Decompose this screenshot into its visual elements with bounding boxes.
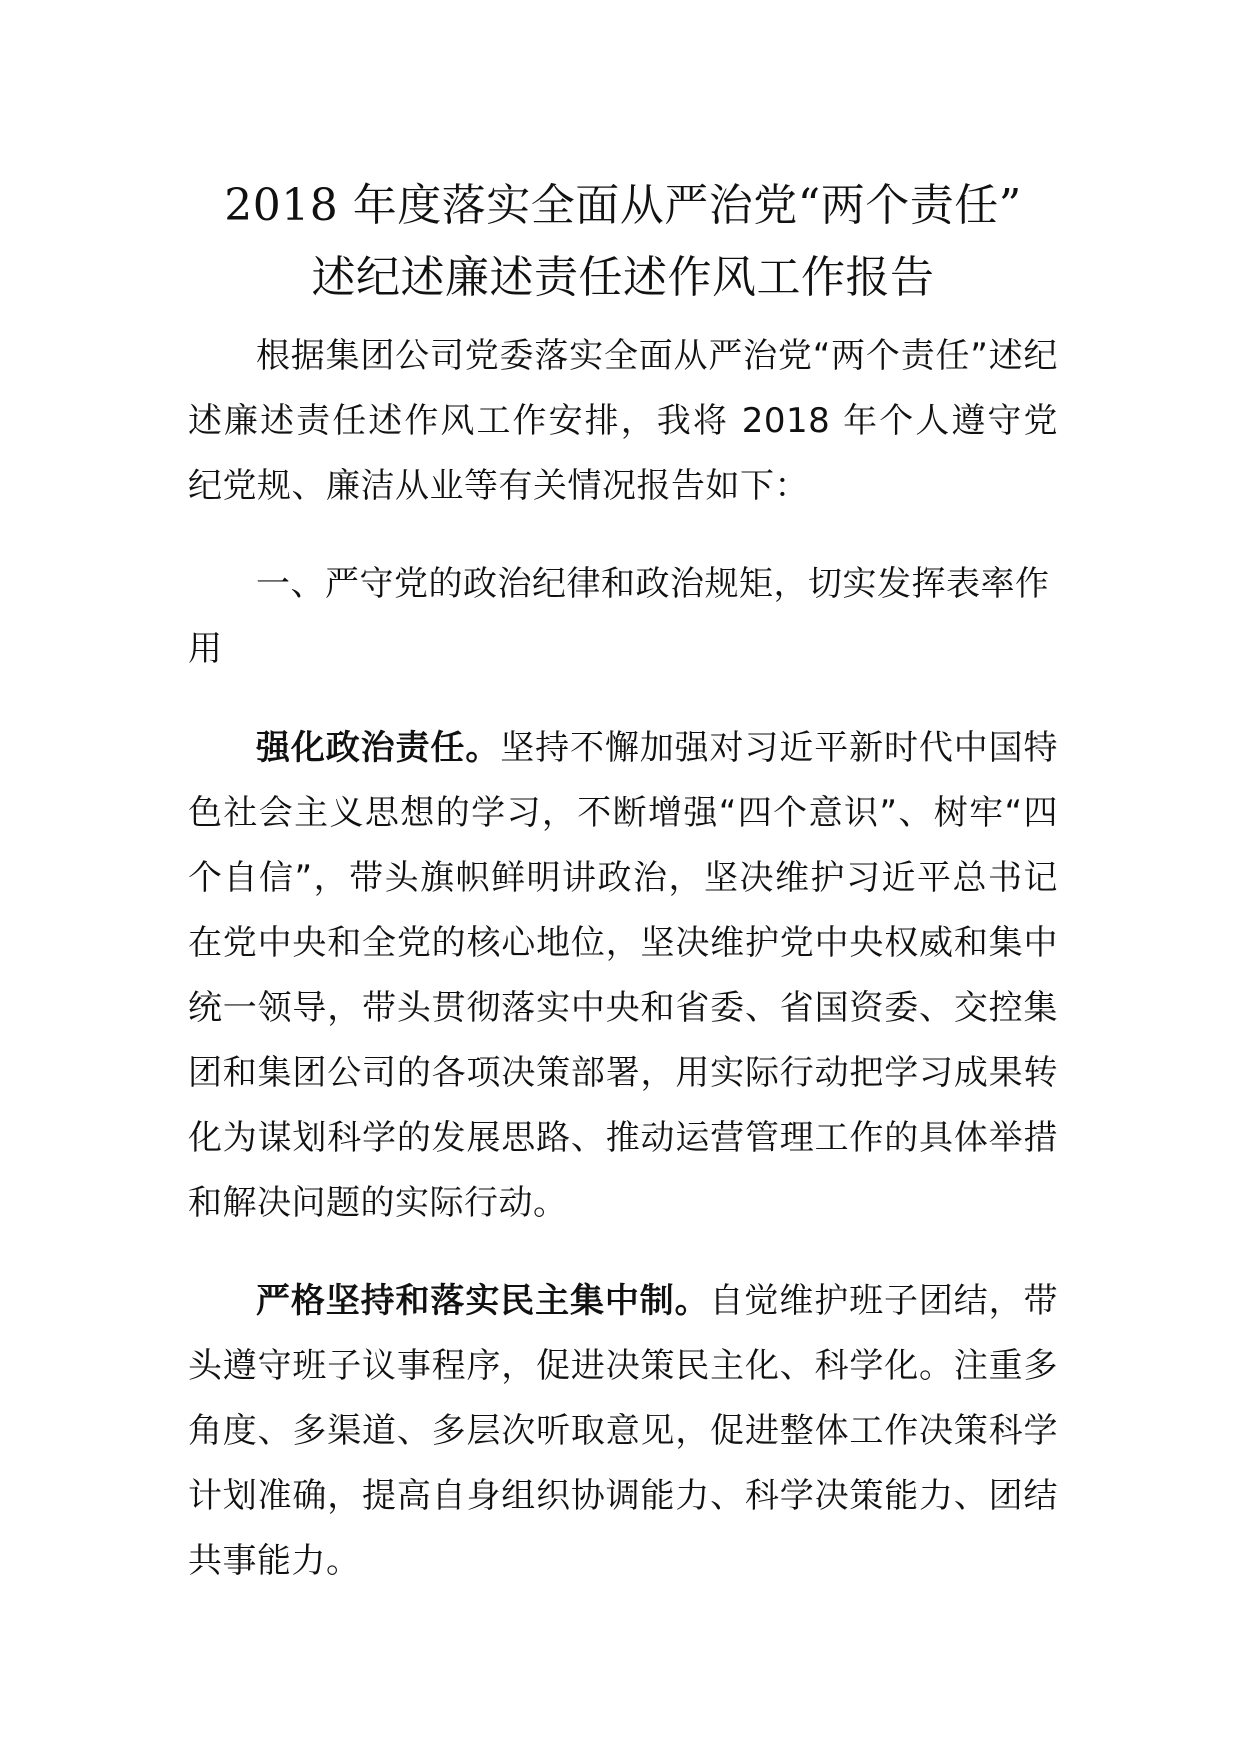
paragraph-democratic-centralism <box>188 1269 1058 1594</box>
title-line-2: 述纪述廉述责任述作风工作报告 <box>311 252 935 303</box>
paragraph-body: 自觉维护班子团结，带头遵守班子议事程序，促进决策民主化、科学化。注重多角度、多渠道、多层次听取意见，促进整体工作决策科学计划准确，提高自身组织协调能力、科学决策能力、团结共事能力。 <box>188 1281 1059 1581</box>
paragraph-body: 坚持不懈加强对习近平新时代中国特色社会主义思想的学习，不断增强“四个意识”、树牢“四个自信”，带头旗帜鲜明讲政治，坚决维护习近平总书记在党中央和全党的核心地位，坚决维护党中央权威和集中统一领导，带头贯彻落实中央和省委、省国资委、交控集团和集团公司的各项决策部署，用实际行动把学习成果转化为谋划科学的发展思路、推动运营管理工作的具体举措和解决问题的实际行动。 <box>188 728 1059 1223</box>
document-title <box>188 170 1058 314</box>
paragraph-political-responsibility <box>188 716 1058 1236</box>
paragraph-lead: 强化政治责任。 <box>256 728 501 768</box>
document-page <box>188 170 1058 1594</box>
title-line-1: 2018 年度落实全面从严治党“两个责任” <box>224 180 1022 231</box>
intro-paragraph: 根据集团公司党委落实全面从严治党“两个责任”述纪述廉述责任述作风工作安排，我将 2018 年个人遵守党纪党规、廉洁从业等有关情况报告如下： <box>188 336 1058 506</box>
section-1-heading: 一、严守党的政治纪律和政治规矩，切实发挥表率作用 <box>188 564 1050 669</box>
paragraph-lead: 严格坚持和落实民主集中制。 <box>256 1281 710 1321</box>
